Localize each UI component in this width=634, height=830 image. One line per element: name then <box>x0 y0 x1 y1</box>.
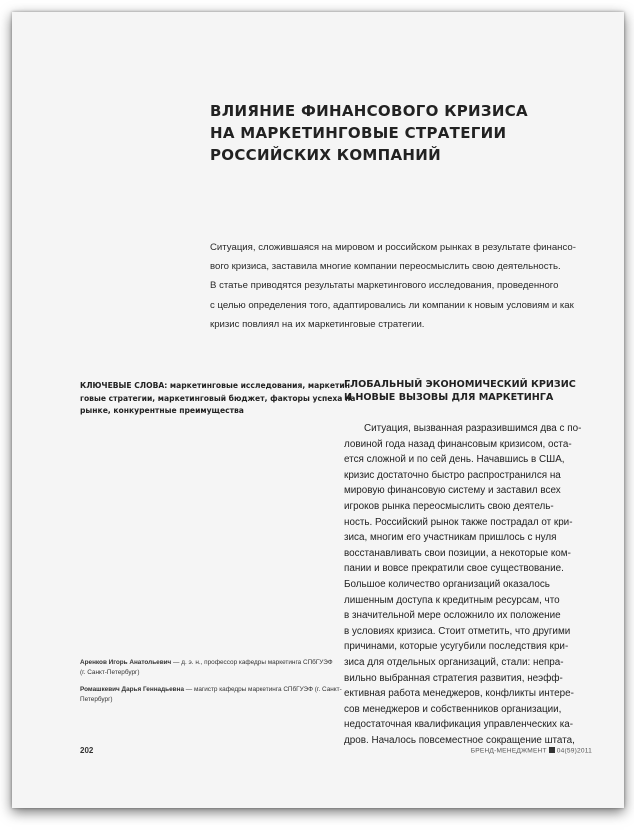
abstract-line: В статье приводятся результаты маркетингового исследования, проведенного <box>210 280 559 292</box>
author-entry <box>80 658 333 678</box>
keywords-line: говые стратегии, маркетинговый бюджет, факторы успеха на <box>80 393 356 403</box>
body-line: зиса, многим его участникам пришлось с нуля <box>344 532 557 544</box>
author-description-cont: (г. Санкт-Петербург) <box>80 669 140 676</box>
body-line: дров. Началось повсеместное сокращение штата, <box>344 734 575 746</box>
body-line: пании и вовсе прекратили свое существование. <box>344 563 564 575</box>
abstract-line: вого кризиса, заставила многие компании переосмыслить свою деятельность. <box>210 261 561 273</box>
article-body <box>344 421 604 748</box>
body-line: ективная работа менеджеров, конфликты интере- <box>344 688 574 700</box>
page-number: 202 <box>80 746 94 755</box>
body-line: причинами, которые усугубили последствия кри- <box>344 641 569 653</box>
running-footer <box>447 747 592 755</box>
author-description-cont: Петербург) <box>80 696 113 703</box>
body-line: в значительной мере осложнило их положение <box>344 610 561 622</box>
keywords-line: КЛЮЧЕВЫЕ СЛОВА: маркетинговые исследования, маркетин- <box>80 381 354 390</box>
author-entry <box>80 685 342 705</box>
keywords-line: рынке, конкурентные преимущества <box>80 406 244 415</box>
body-line: восстанавливать свои позиции, а некоторые ком- <box>344 547 571 559</box>
section-heading <box>344 378 604 404</box>
body-line: лишенным доступа к кредитным ресурсам, что <box>344 594 560 606</box>
body-line: игроков рынка переосмыслить свою деятель- <box>344 500 554 512</box>
body-line: Ситуация, вызванная разразившимся два с по- <box>364 423 582 434</box>
journal-name: БРЕНД-МЕНЕДЖМЕНТ <box>470 747 547 755</box>
square-bullet-icon <box>549 747 555 753</box>
body-line: мировую финансовую систему и заставил всех <box>344 485 561 497</box>
author-name: Ромашкевич Дарья Геннадьевна <box>80 686 184 693</box>
body-line: ность. Российский рынок также пострадал от кри- <box>344 516 573 528</box>
author-description: — д. э. н., профессор кафедры маркетинга СПбГУЭФ <box>171 659 333 666</box>
body-line: вильно выбранная стратегия развития, неэфф- <box>344 672 563 684</box>
author-line <box>80 658 333 668</box>
article-title <box>210 100 570 166</box>
article-abstract <box>210 238 600 334</box>
author-description: — магистр кафедры маркетинга СПбГУЭФ (г. Санкт- <box>184 686 342 693</box>
body-line: сов менеджеров и собственников организации, <box>344 703 562 715</box>
abstract-line: Ситуация, сложившаяся на мировом и российском рынках в результате финансо- <box>210 242 576 253</box>
body-line: зиса для отдельных организаций, стали: непра- <box>344 656 564 668</box>
issue-number: 04(59)2011 <box>556 747 592 755</box>
authors-block <box>80 658 342 712</box>
title-line: НА МАРКЕТИНГОВЫЕ СТРАТЕГИИ <box>210 124 507 142</box>
keywords-block <box>80 380 356 418</box>
section-heading-line: И НОВЫЕ ВЫЗОВЫ ДЛЯ МАРКЕТИНГА <box>344 392 554 403</box>
author-line <box>80 685 342 695</box>
title-line: ВЛИЯНИЕ ФИНАНСОВОГО КРИЗИСА <box>210 102 528 120</box>
journal-page <box>12 12 624 808</box>
abstract-line: кризис повлиял на их маркетинговые стратегии. <box>210 318 425 330</box>
section-heading-line: ГЛОБАЛЬНЫЙ ЭКОНОМИЧЕСКИЙ КРИЗИС <box>344 379 576 390</box>
author-name: Аренков Игорь Анатольевич <box>80 659 172 666</box>
title-line: РОССИЙСКИХ КОМПАНИЙ <box>210 146 441 164</box>
body-line: Большое количество организаций оказалось <box>344 578 550 590</box>
body-line: кризис достаточно быстро распространился на <box>344 469 561 481</box>
abstract-line: с целью определения того, адаптировались ли компании к новым условиям и как <box>210 299 574 311</box>
body-line: недостаточная квалификация управленческих ка- <box>344 719 574 731</box>
body-line: ется сложной и по сей день. Начавшись в США, <box>344 454 565 466</box>
body-line: ловиной года назад финансовым кризисом, оста- <box>344 438 572 450</box>
body-line: в условиях кризиса. Стоит отметить, что другими <box>344 625 571 637</box>
